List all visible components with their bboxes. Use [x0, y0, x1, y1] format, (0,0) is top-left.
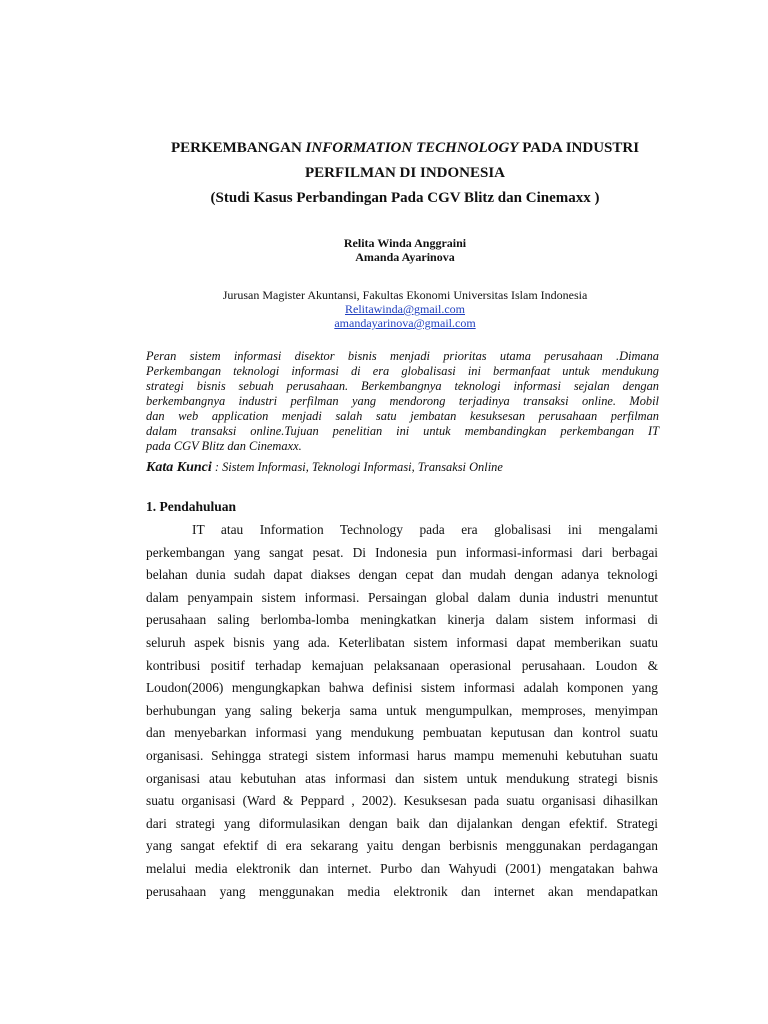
body-line: dan menyebarkan informasi yang mendukung pembuatan keputusan dan kontrol suatu — [146, 725, 658, 741]
paper-title-line-1 — [110, 139, 700, 157]
body-line: Loudon(2006) mengungkapkan bahwa definisi sistem informasi adalah komponen yang — [146, 680, 658, 696]
author-email-link[interactable]: amandayarinova@gmail.com — [334, 316, 476, 330]
body-line: seluruh aspek bisnis yang ada. Keterlibatan sistem informasi dapat memberikan suatu — [146, 634, 658, 650]
affiliation: Jurusan Magister Akuntansi, Fakultas Ekonomi Universitas Islam Indonesia — [222, 288, 588, 302]
body-line: IT atau Information Technology pada era globalisasi ini mengalami — [192, 522, 658, 537]
body-line: perusahaan yang menggunakan media elektronik dan internet akan mendapatkan — [146, 883, 658, 899]
abstract-line: strategi bisnis sebuah perusahaan. Berkembangnya teknologi informasi sejalan dengan — [146, 379, 659, 393]
body-line: dari strategi yang diformulasikan dengan baik dan dijalankan dengan efektif. Strategi — [146, 815, 658, 831]
paper-title-line-2: PERFILMAN DI INDONESIA — [304, 165, 506, 181]
section-heading: 1. Pendahuluan — [146, 499, 237, 514]
abstract-line: Peran sistem informasi disektor bisnis menjadi prioritas utama perusahaan .Dimana — [146, 349, 659, 363]
abstract-line: pada CGV Blitz dan Cinemaxx. — [146, 439, 302, 453]
abstract-line: berkembangnya industri perfilman yang mendorong terjadinya transaksi online. Mobil — [146, 394, 659, 408]
body-line: organisasi. Sehingga strategi sistem informasi harus mampu memenuhi kebutuhan suatu — [146, 747, 658, 763]
abstract-line: Perkembangan teknologi informasi di era globalisasi ini bermanfaat untuk mendukung — [146, 364, 659, 378]
author-name: Relita Winda Anggraini — [343, 236, 467, 250]
body-line: yang sangat efektif di era sekarang yaitu dengan berbisnis menggunakan perdagangan — [146, 838, 658, 854]
body-line: belahan dunia sudah dapat diakses dengan cepat dan mudah dengan adanya teknologi — [146, 567, 658, 583]
keywords-label: Kata Kunci — [146, 460, 212, 475]
title-prefix: PERKEMBANGAN — [170, 140, 306, 156]
body-line: dalam penyampain sistem informasi. Persaingan global dalam dunia industri menuntut — [146, 589, 658, 605]
keywords-text: : Sistem Informasi, Teknologi Informasi, Transaksi Online — [211, 460, 503, 474]
title-italic: INFORMATION TECHNOLOGY — [305, 140, 519, 156]
paper-subtitle: (Studi Kasus Perbandingan Pada CGV Blitz dan Cinemaxx ) — [210, 190, 600, 206]
body-line: suatu organisasi (Ward & Peppard , 2002). Kesuksesan pada suatu organisasi dihasilkan — [146, 793, 658, 809]
body-line: melalui media elektronik dan internet. Purbo dan Wahyudi (2001) mengatakan bahwa — [146, 860, 658, 876]
body-line: perkembangan yang sangat pesat. Di Indonesia pun informasi-informasi dari berbagai — [146, 544, 658, 560]
body-line: perusahaan saling berlomba-lomba meningkatkan kinerja dalam sistem informasi di — [146, 612, 658, 628]
section-body — [146, 519, 658, 903]
author-name: Amanda Ayarinova — [355, 250, 455, 264]
body-line: organisasi atau kebutuhan atas informasi dan sistem untuk mendukung strategi bisnis — [146, 770, 658, 786]
keywords — [146, 459, 659, 476]
body-line: berhubungan yang saling bekerja sama untuk mengumpulkan, memproses, menyimpan — [146, 702, 658, 718]
title-suffix: PADA INDUSTRI — [518, 140, 640, 156]
author-email-link[interactable]: Relitawinda@gmail.com — [344, 302, 466, 316]
abstract-line: dalam transaksi online.Tujuan penelitian ini untuk membandingkan perkembangan IT — [146, 424, 659, 438]
abstract-line: dan web application menjadi salah satu jembatan kesuksesan perusahaan perfilman — [146, 409, 659, 423]
abstract — [146, 349, 659, 454]
body-line: kontribusi positif terhadap kemajuan pelaksanaan operasional perusahaan. Loudon & — [146, 657, 658, 673]
